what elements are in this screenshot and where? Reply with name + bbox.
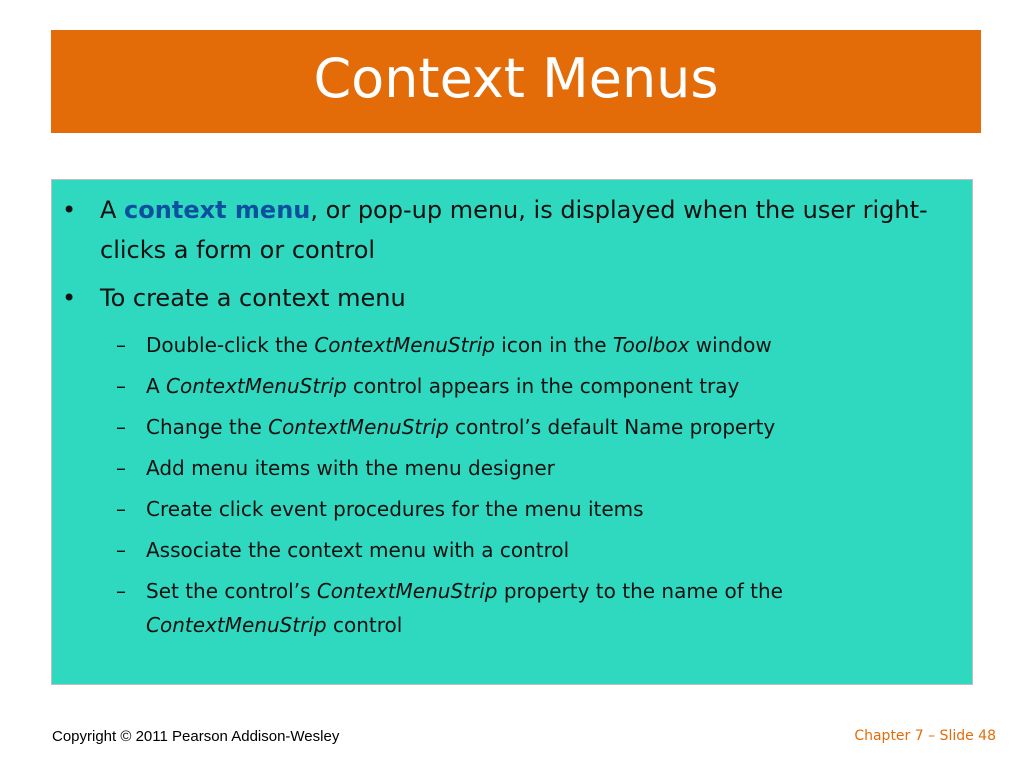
sub-bullet-item: – Add menu items with the menu designer: [52, 451, 972, 485]
slide-body: [52, 190, 972, 649]
bullet-text: A: [100, 196, 125, 224]
bullet-marker: •: [62, 196, 77, 224]
term-highlight: context menu: [124, 196, 311, 224]
bullet-marker: •: [62, 284, 77, 312]
dash-marker: –: [116, 333, 126, 357]
sub-bullet-item: – A ContextMenuStrip control appears in the component tray: [52, 369, 972, 403]
dash-marker: –: [116, 374, 126, 398]
footer-copyright: Copyright © 2011 Pearson Addison-Wesley: [52, 728, 340, 745]
dash-marker: –: [116, 538, 126, 562]
footer-slide-number: Chapter 7 – Slide 48: [854, 728, 996, 744]
bullet-item: [52, 278, 972, 318]
content-box: [51, 179, 973, 685]
dash-marker: –: [116, 415, 126, 439]
dash-marker: –: [116, 497, 126, 521]
dash-marker: –: [116, 456, 126, 480]
sub-bullet-item: – Create click event procedures for the menu items: [52, 492, 972, 526]
bullet-text: To create a context menu: [100, 284, 406, 312]
sub-bullet-item: – Double-click the ContextMenuStrip icon in the Toolbox window: [52, 328, 972, 362]
title-bar: [51, 30, 981, 133]
slide-title: Context Menus: [313, 47, 719, 110]
bullet-item: [52, 190, 972, 270]
sub-bullet-item: – Set the control’s ContextMenuStrip property to the name of the ContextMenuStrip control: [52, 574, 972, 642]
sub-bullet-item: – Change the ContextMenuStrip control’s default Name property: [52, 410, 972, 444]
bullet-text: , or pop-up menu, is displayed when the user right-clicks a form or control: [100, 196, 928, 264]
dash-marker: –: [116, 579, 126, 603]
sub-bullet-item: – Associate the context menu with a control: [52, 533, 972, 567]
